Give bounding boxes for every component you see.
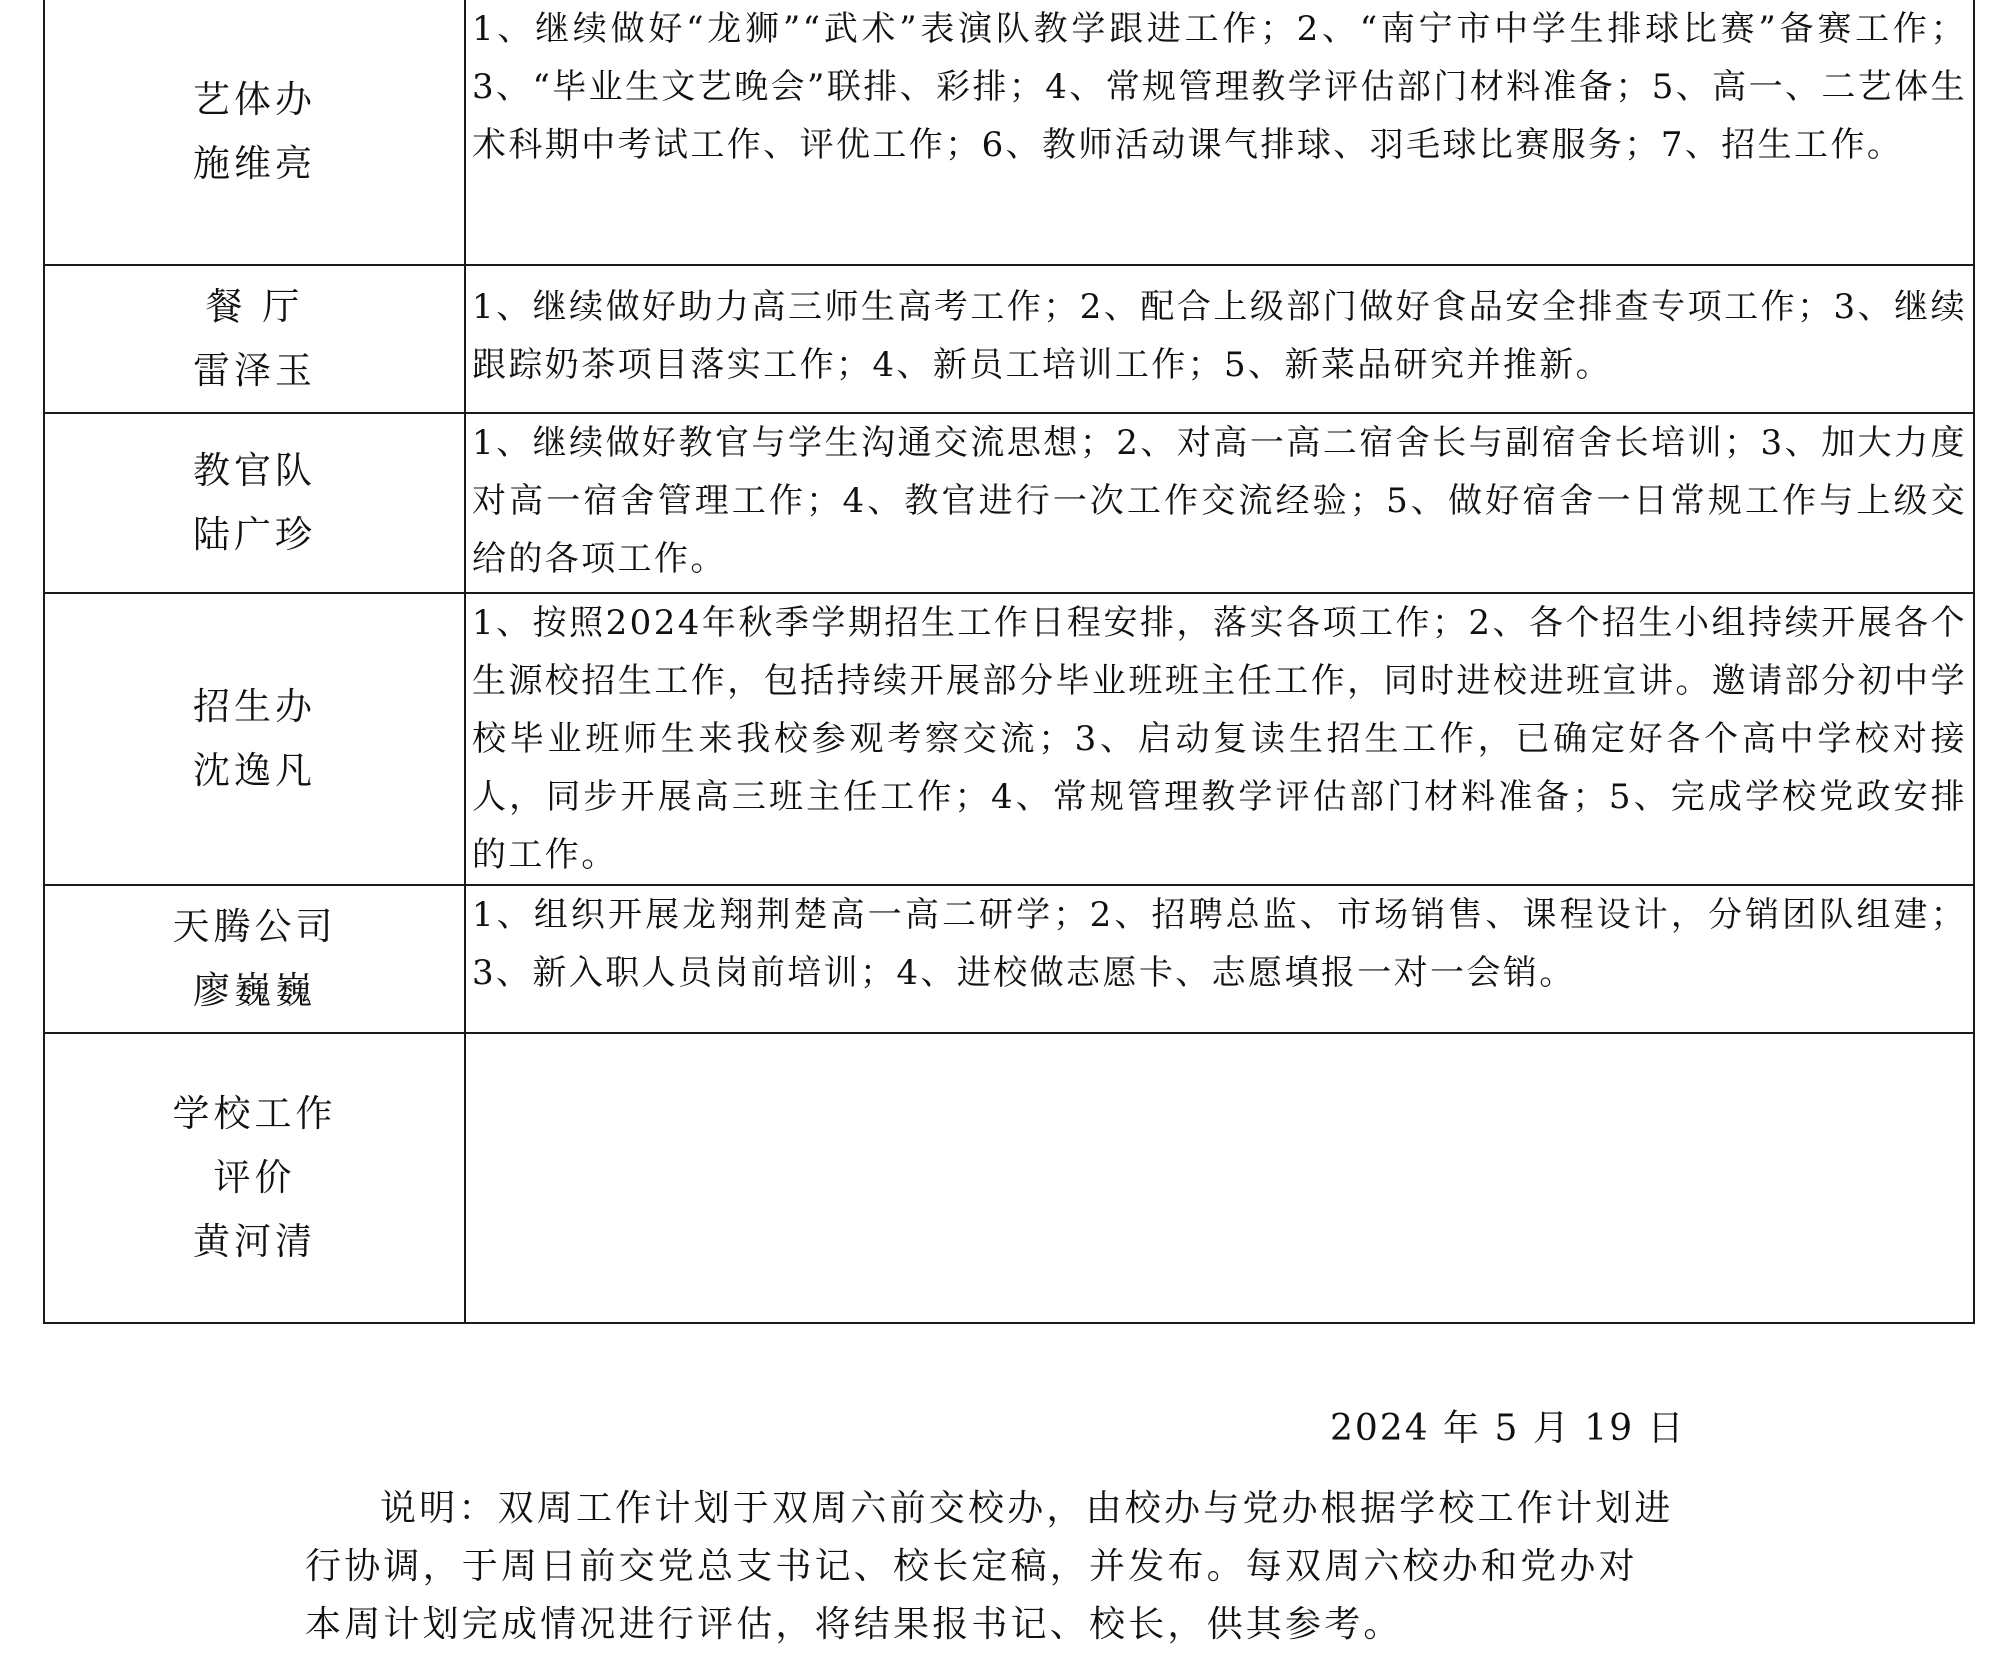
table-row bbox=[44, 0, 1974, 265]
plan-content-cell: 1、继续做好教官与学生沟通交流思想；2、对高一高二宿舍长与副宿舍长培训；3、加大力度对高一宿舍管理工作；4、教官进行一次工作交流经验；5、做好宿舍一日常规工作与上级交给的各项工作。 bbox=[465, 413, 1974, 593]
responsible-person: 廖巍巍 bbox=[193, 969, 316, 1012]
table-row bbox=[44, 413, 1974, 593]
plan-content-cell: 1、继续做好“龙狮”“武术”表演队教学跟进工作；2、“南宁市中学生排球比赛”备赛工作；3、“毕业生文艺晚会”联排、彩排；4、常规管理教学评估部门材料准备；5、高一、二艺体生术科期中考试工作、评优工作；6、教师活动课气排球、羽毛球比赛服务；7、招生工作。 bbox=[465, 0, 1974, 265]
department-name: 天腾公司 bbox=[172, 905, 337, 948]
evaluation-label-line1: 学校工作 bbox=[172, 1092, 337, 1135]
table-row bbox=[44, 1033, 1974, 1323]
plan-content-cell: 1、按照2024年秋季学期招生工作日程安排，落实各项工作；2、各个招生小组持续开展各个生源校招生工作，包括持续开展部分毕业班班主任工作，同时进校进班宣讲。邀请部分初中学校毕业班师生来我校参观考察交流；3、启动复读生招生工作，已确定好各个高中学校对接人，同步开展高三班主任工作；4、常规管理教学评估部门材料准备；5、完成学校党政安排的工作。 bbox=[465, 593, 1974, 885]
department-cell bbox=[44, 593, 465, 885]
responsible-person: 沈逸凡 bbox=[193, 749, 316, 792]
table-row bbox=[44, 885, 1974, 1033]
evaluator-name: 黄河清 bbox=[193, 1220, 316, 1263]
evaluation-cell bbox=[44, 1033, 465, 1323]
evaluation-content-cell bbox=[465, 1033, 1974, 1323]
evaluation-label-line2: 评价 bbox=[213, 1156, 296, 1199]
table-row bbox=[44, 265, 1974, 413]
document-date: 2024 年 5 月 19 日 bbox=[1330, 1408, 1686, 1449]
table-row bbox=[44, 593, 1974, 885]
responsible-person: 陆广珍 bbox=[193, 513, 316, 556]
note-line: 说明：双周工作计划于双周六前交校办，由校办与党办根据学校工作计划进 bbox=[380, 1488, 1674, 1529]
department-name: 艺体办 bbox=[193, 78, 316, 121]
department-name: 招生办 bbox=[193, 685, 316, 728]
responsible-person: 雷泽玉 bbox=[193, 349, 316, 392]
note-line: 行协调，于周日前交党总支书记、校长定稿，并发布。每双周六校办和党办对 bbox=[305, 1546, 1638, 1587]
explanation-note bbox=[305, 1480, 1730, 1654]
work-plan-table bbox=[43, 0, 1975, 1324]
department-name: 餐 厅 bbox=[205, 285, 304, 328]
department-cell bbox=[44, 413, 465, 593]
department-cell bbox=[44, 0, 465, 265]
plan-content-cell: 1、组织开展龙翔荆楚高一高二研学；2、招聘总监、市场销售、课程设计，分销团队组建；3、新入职人员岗前培训；4、进校做志愿卡、志愿填报一对一会销。 bbox=[465, 885, 1974, 1033]
plan-content-cell: 1、继续做好助力高三师生高考工作；2、配合上级部门做好食品安全排查专项工作；3、继续跟踪奶茶项目落实工作；4、新员工培训工作；5、新菜品研究并推新。 bbox=[465, 265, 1974, 413]
department-cell bbox=[44, 885, 465, 1033]
note-line: 本周计划完成情况进行评估，将结果报书记、校长，供其参考。 bbox=[305, 1604, 1403, 1645]
responsible-person: 施维亮 bbox=[193, 142, 316, 185]
department-name: 教官队 bbox=[193, 449, 316, 492]
department-cell bbox=[44, 265, 465, 413]
